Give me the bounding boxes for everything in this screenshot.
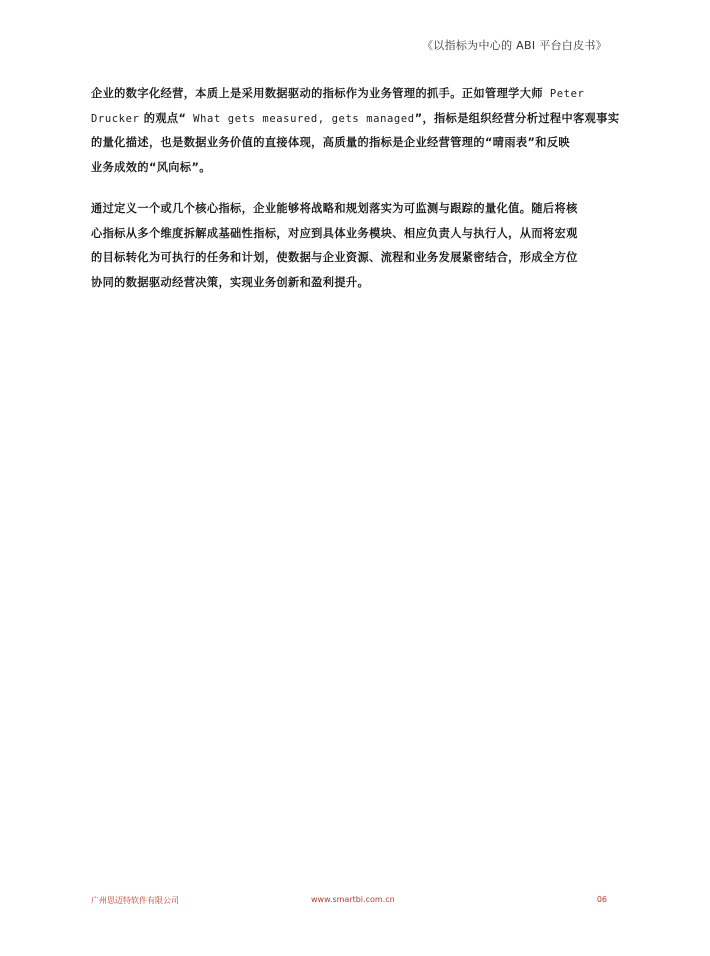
paragraph-2-line-2: 心指标从多个维度拆解成基础性指标，对应到具体业务模块、相应负责人与执行人，从而将宏观 [91, 226, 578, 240]
text-run: 的观点“ [139, 111, 187, 125]
paragraph-2-line-1: 通过定义一个或几个核心指标，企业能够将战略和规划落实为可监测与跟踪的量化值。随后将核 [91, 202, 578, 215]
document-body [91, 82, 620, 312]
paragraph-2 [91, 197, 611, 295]
text-run: 企业的数字化经营，本质上是采用数据驱动的指标作为业务管理的抓手。正如管理学大师 [91, 87, 543, 100]
paragraph-1-line-3: 的量化描述，也是数据业务价值的直接体现，高质量的指标是企业经营管理的“晴雨表”和反映 [91, 136, 571, 149]
page-footer [91, 895, 607, 909]
footer-company-name: 广州思迈特软件有限公司 [91, 896, 179, 905]
paragraph-2-line-4: 协同的数据驱动经营决策，实现业务创新和盈利提升。 [91, 275, 370, 289]
paragraph-2-line-3: 的目标转化为可执行的任务和计划，使数据与企业资源、流程和业务发展紧密结合，形成全方位 [91, 251, 578, 264]
paragraph-1-line-1 [91, 82, 611, 107]
text-run-latin: Peter [542, 88, 585, 100]
page-header-title: 《以指标为中心的 ABI 平台白皮书》 [421, 39, 607, 52]
footer-website-link[interactable]: www.smartbi.com.cn [311, 895, 395, 904]
paragraph-1-line-4: 业务成效的“风向标”。 [91, 160, 211, 174]
text-run-latin: Drucker [91, 112, 140, 125]
paragraph-1 [91, 82, 620, 180]
paragraph-1-line-2 [91, 107, 620, 132]
footer-page-number: 06 [596, 895, 607, 904]
text-run: ”，指标是组织经营分析过程中客观事实 [414, 111, 620, 125]
quote-what-gets-measured: What gets measured, gets managed [186, 112, 415, 125]
